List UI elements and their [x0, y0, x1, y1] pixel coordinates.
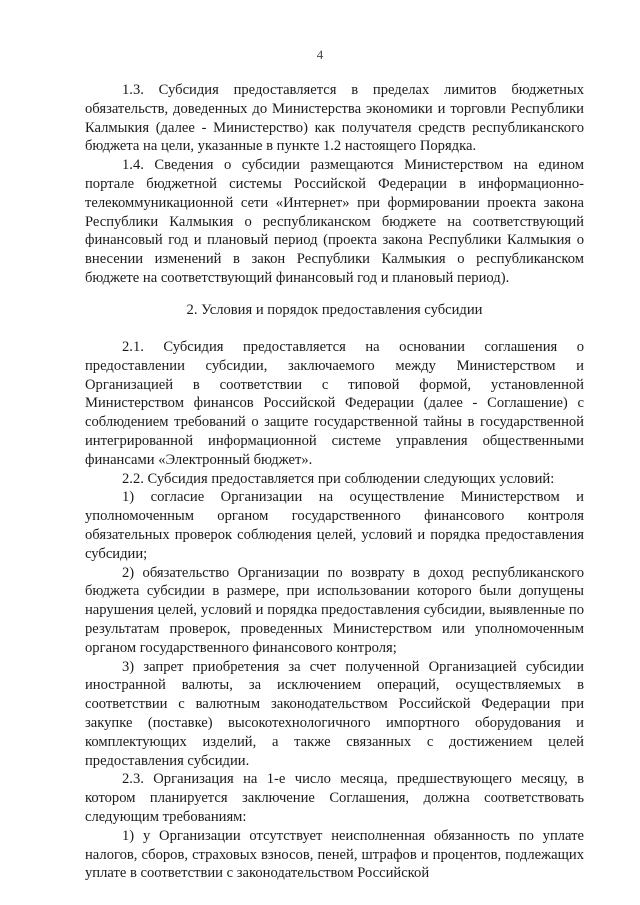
page-number: 4: [316, 47, 324, 62]
section-2-heading: 2. Условия и порядок предоставления субсидии: [186, 302, 483, 318]
paragraph-2-2: 2.2. Субсидия предоставляется при соблюдении следующих условий:: [122, 470, 555, 487]
paragraph-2-2-item-2: 2) обязательство Организации по возврату в доход республиканского бюджета субсидии в размере, при использовании которого были допущены нарушения целей, условий и порядка предоставления субсидии, выявленные по результатам проверок, проведенных Министерством или уполномоченным органом государственного финансового контроля;: [85, 564, 584, 656]
paragraph-2-1: 2.1. Субсидия предоставляется на основании соглашения о предоставлении субсидии, заключаемого между Министерством и Организацией в соответствии с типовой формой, установленной Министерством финансов Российской Федерации (далее - Соглашение) с соблюдением требований о защите государственной тайны в государственной интегрированной информационной системе управления общественными финансами «Электронный бюджет».: [85, 339, 584, 468]
paragraph-2-2-item-1: 1) согласие Организации на осуществление Министерством и уполномоченным органом государственного финансового контроля обязательных проверок соблюдения целей, условий и порядка предоставления субсидии;: [85, 489, 584, 562]
paragraph-1-4: 1.4. Сведения о субсидии размещаются Министерством на едином портале бюджетной системы Российской Федерации в информационно-телекоммуникационной сети «Интернет» при формировании проекта закона Республики Калмыкия о республиканском бюджете на соответствующий финансовый год и плановый период (проекта закона Республики Калмыкия о внесении изменений в закон Республики Калмыкия о республиканском бюджете на соответствующий финансовый год и плановый период).: [85, 157, 584, 286]
paragraph-1-3: 1.3. Субсидия предоставляется в пределах лимитов бюджетных обязательств, доведенных до Министерства экономики и торговли Республики Калмыкия (далее - Министерство) как получателя средств республиканского бюджета на цели, указанные в пункте 1.2 настоящего Порядка.: [85, 82, 584, 155]
section-2: [85, 338, 584, 883]
paragraph-2-2-item-3: 3) запрет приобретения за счет полученной Организацией субсидии иностранной валюты, за исключением операций, осуществляемых в соответствии с валютным законодательством Российской Федерации при закупке (поставке) высокотехнологичного импортного оборудования и комплектующих изделий, а также связанных с достижением целей предоставления субсидии.: [85, 658, 584, 769]
paragraph-2-3: 2.3. Организация на 1-е число месяца, предшествующего месяцу, в котором планируется заключение Соглашения, должна соответствовать следующим требованиям:: [85, 771, 584, 825]
paragraph-2-3-item-1: 1) у Организации отсутствует неисполненная обязанность по уплате налогов, сборов, страховых взносов, пеней, штрафов и процентов, подлежащих уплате в соответствии с законодательством Российской: [85, 827, 584, 882]
section-1: [85, 81, 584, 288]
